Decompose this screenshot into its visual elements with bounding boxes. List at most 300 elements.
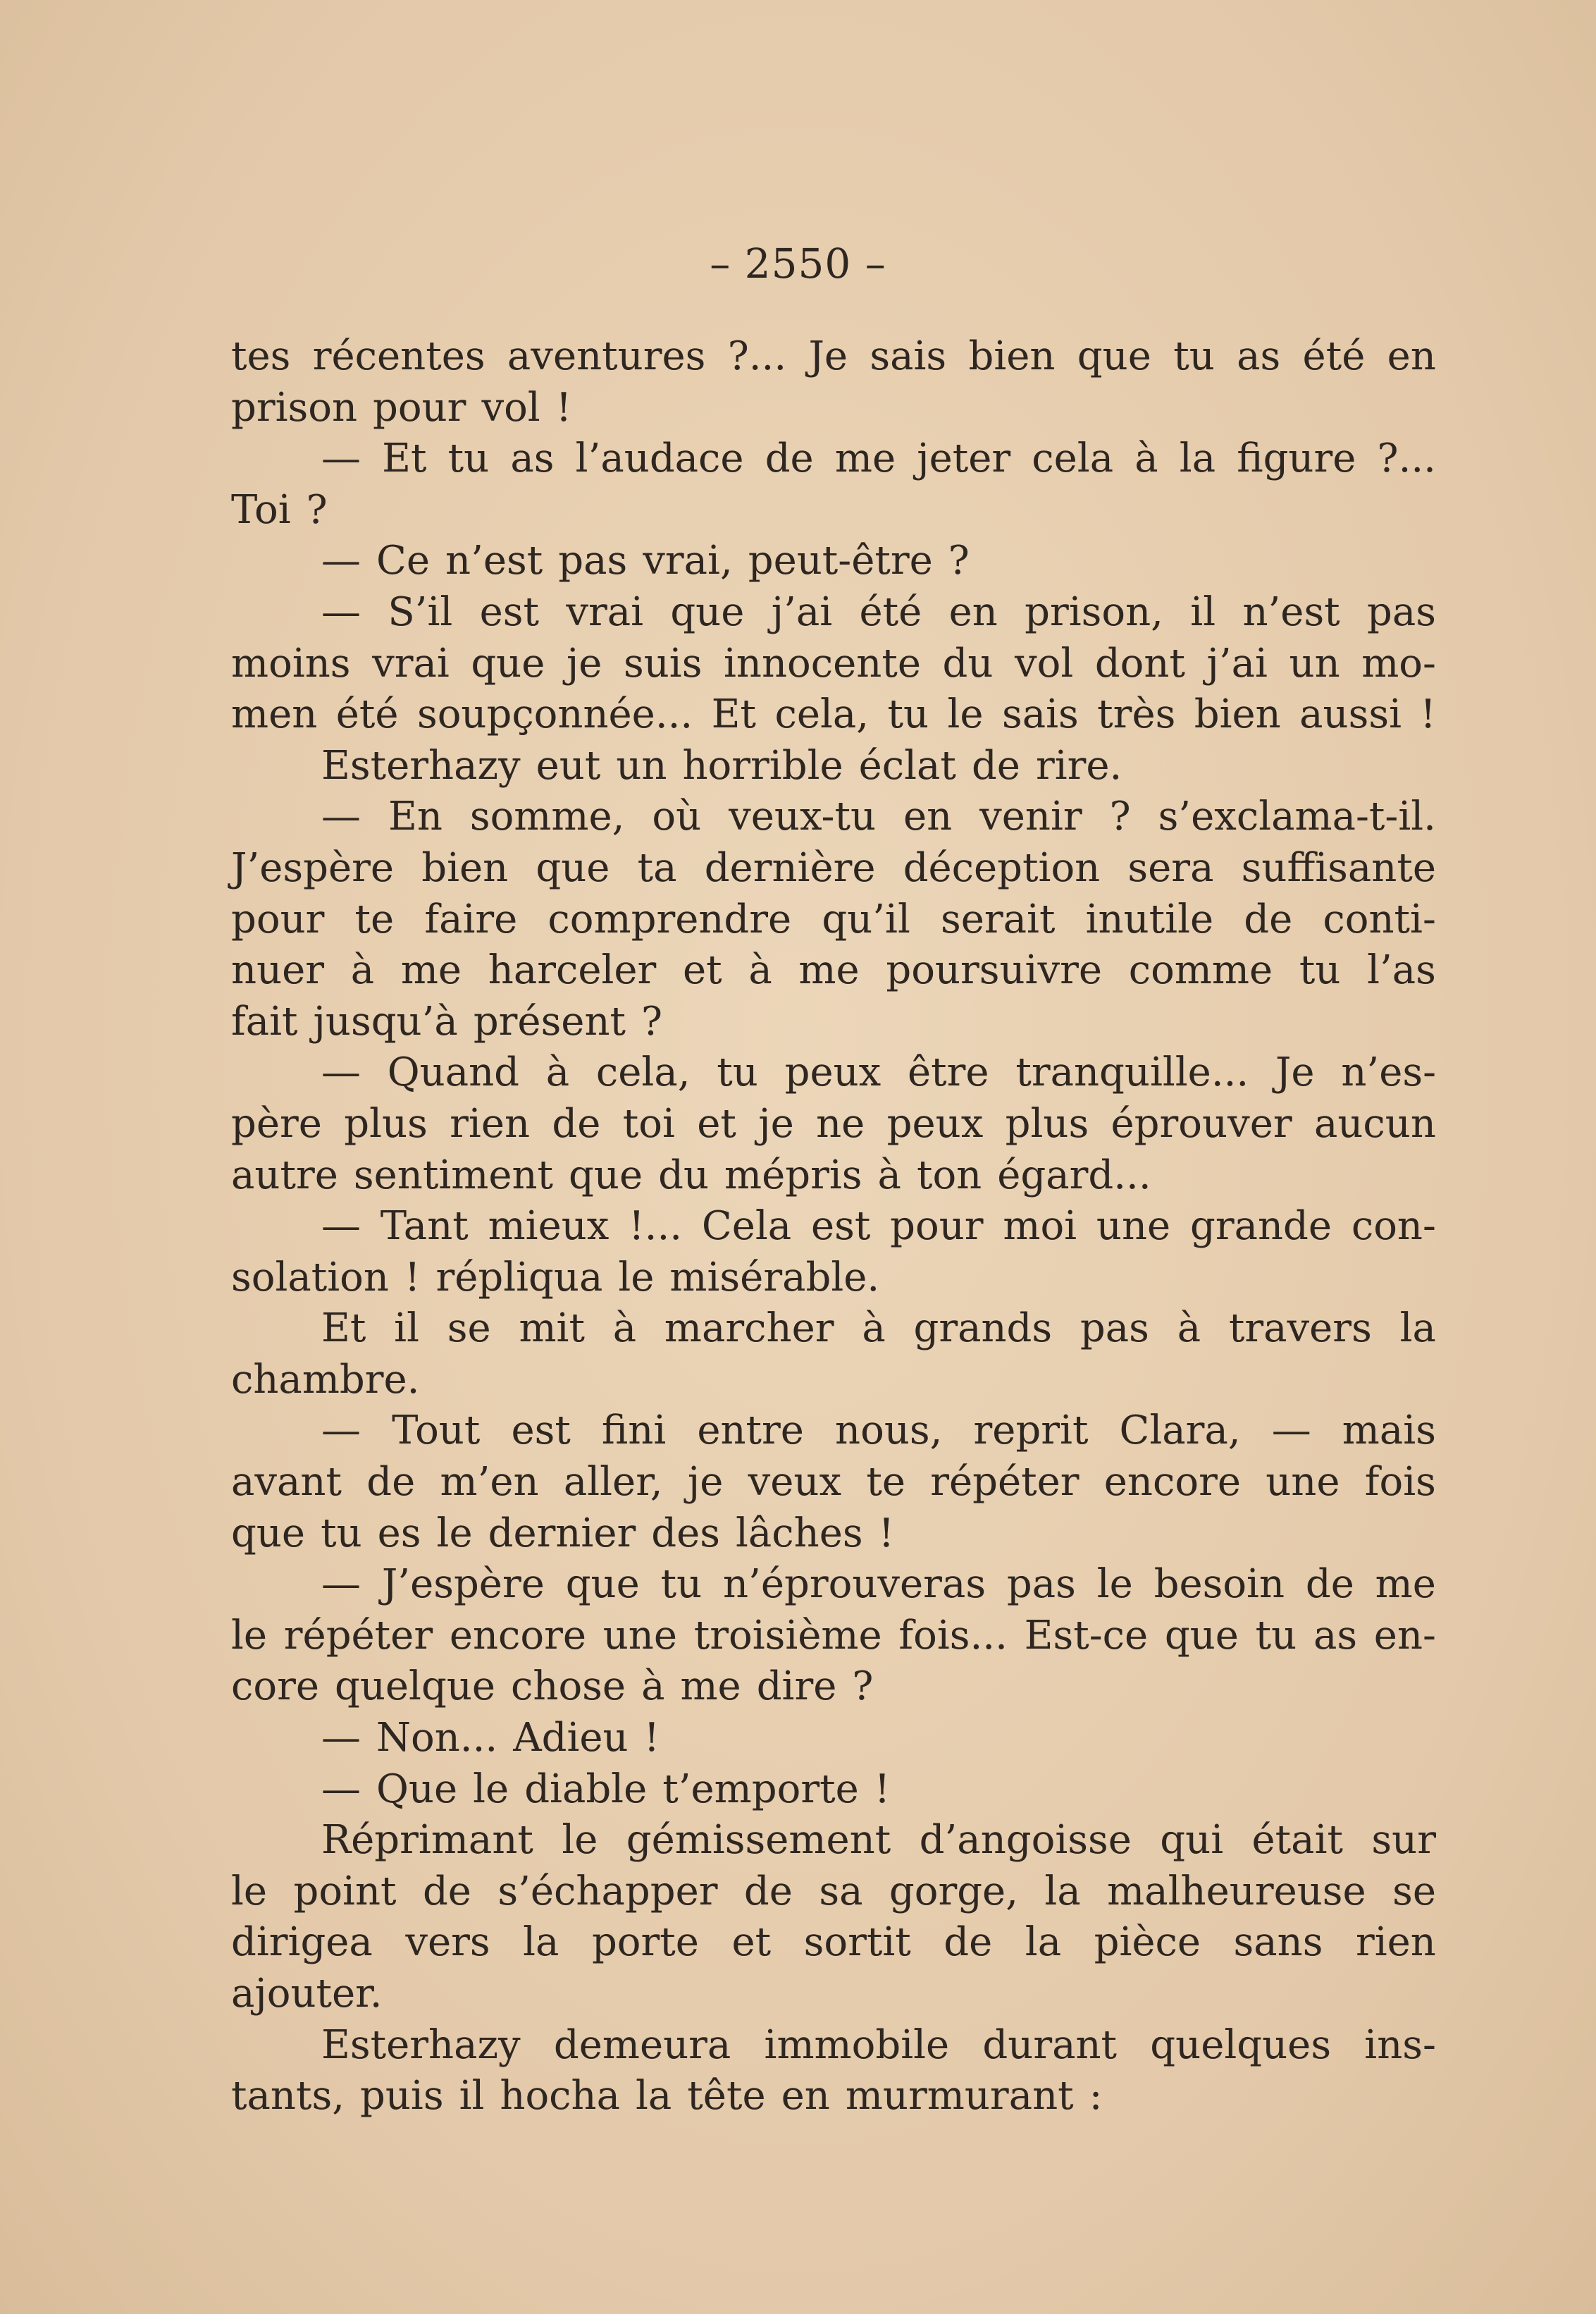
word: quelques: [1150, 2021, 1332, 2068]
word: tu: [660, 1561, 703, 1608]
word: été: [1302, 333, 1366, 379]
word: tête: [687, 2073, 766, 2119]
word: la: [1025, 1919, 1062, 1966]
word: être: [908, 1050, 989, 1096]
word: jusqu’à: [313, 998, 458, 1045]
word: qui: [1160, 1817, 1224, 1864]
word: à: [1134, 436, 1158, 482]
word: Ce: [376, 538, 430, 584]
text-line: [231, 1815, 1436, 1866]
word: jeter: [917, 436, 1011, 482]
word: le: [562, 1817, 598, 1864]
word: !: [404, 1254, 421, 1300]
word: as: [1313, 1612, 1358, 1658]
word: je: [687, 1459, 724, 1506]
word: ta: [637, 844, 677, 891]
word: je: [566, 640, 602, 687]
word: eut: [536, 742, 601, 789]
word: !: [1420, 691, 1436, 738]
word: ins-: [1364, 2021, 1436, 2068]
word: s’exclama-t-il.: [1158, 794, 1436, 840]
word: répéter: [283, 1612, 433, 1658]
word: Esterhazy: [321, 2021, 521, 2068]
word: poursuivre: [886, 947, 1103, 994]
word: à: [862, 1305, 886, 1352]
word: J’espère: [231, 844, 395, 891]
word: une: [1096, 1203, 1171, 1250]
word: te: [866, 1459, 905, 1506]
text-line: [231, 639, 1436, 690]
text-line: [231, 433, 1436, 485]
word: ?: [306, 486, 328, 533]
word: Esterhazy: [321, 742, 521, 789]
word: me: [400, 947, 462, 994]
word: en: [781, 2073, 830, 2119]
word: Clara,: [1119, 1408, 1241, 1454]
word: —: [321, 436, 361, 482]
word: la: [1044, 1868, 1081, 1914]
word: sais: [1001, 691, 1079, 738]
word: en: [948, 589, 998, 635]
text-line: [231, 1611, 1436, 1662]
text-line: [231, 485, 1436, 536]
word: aventures: [507, 333, 706, 379]
word: répliqua: [435, 1254, 603, 1300]
word: porte: [591, 1919, 699, 1966]
word: ?...: [727, 333, 787, 379]
word: tu: [1299, 947, 1341, 994]
word: vol: [481, 384, 540, 431]
word: égard...: [997, 1152, 1151, 1198]
word: me: [1375, 1561, 1436, 1608]
text-line: [231, 383, 1436, 434]
word: le: [473, 1766, 509, 1812]
text-line: [231, 1764, 1436, 1816]
word: s’échapper: [497, 1868, 718, 1914]
word: du: [658, 1152, 710, 1198]
text-line: [231, 1866, 1436, 1918]
word: tants,: [231, 2073, 345, 2119]
word: et: [682, 947, 722, 994]
word: harceler: [488, 947, 657, 994]
word: demeura: [553, 2021, 731, 2068]
word: aucun: [1313, 1100, 1436, 1147]
word: as: [510, 436, 555, 482]
word: à: [545, 1050, 570, 1096]
text-line: [231, 587, 1436, 639]
word: con-: [1351, 1203, 1436, 1250]
word: je: [758, 1100, 794, 1147]
word: bien: [421, 844, 509, 891]
word: en: [903, 794, 953, 840]
word: où: [652, 794, 702, 840]
word: qu’il: [822, 896, 910, 942]
word: que: [565, 1561, 640, 1608]
word: n’est: [1242, 589, 1340, 635]
word: cela,: [595, 1050, 691, 1096]
word: puis: [360, 2073, 444, 2119]
word: bien: [1194, 691, 1281, 738]
text-line: [231, 741, 1436, 792]
word: solation: [231, 1254, 389, 1300]
word: inutile: [1085, 896, 1214, 942]
word: murmurant: [845, 2073, 1074, 2119]
word: en-: [1373, 1612, 1436, 1658]
word: tu: [887, 691, 929, 738]
word: encore: [449, 1612, 587, 1658]
word: Je: [1275, 1050, 1315, 1096]
word: grands: [913, 1305, 1053, 1352]
word: —: [321, 589, 361, 635]
word: dire: [756, 1663, 837, 1710]
word: —: [321, 1050, 361, 1096]
word: le: [947, 691, 984, 738]
word: que: [1077, 333, 1151, 379]
word: pas: [1367, 589, 1436, 635]
word: récentes: [312, 333, 485, 379]
word: se: [447, 1305, 491, 1352]
word: En: [388, 794, 443, 840]
word: pas: [558, 538, 628, 584]
word: mieux: [488, 1203, 610, 1250]
word: de: [1244, 896, 1293, 942]
text-line: [231, 331, 1436, 383]
word: dernière: [704, 844, 876, 891]
word: somme,: [469, 794, 625, 840]
word: pour: [231, 896, 325, 942]
word: misérable.: [669, 1254, 880, 1300]
text-line: [231, 1253, 1436, 1304]
word: veux: [748, 1459, 842, 1506]
word: prison,: [1025, 589, 1163, 635]
word: !: [874, 1766, 891, 1812]
word: de: [971, 742, 1020, 789]
word: :: [1089, 2073, 1103, 2119]
word: la: [636, 2073, 672, 2119]
page-number: – 2550 –: [710, 240, 886, 288]
word: te: [354, 896, 395, 942]
word: gémissement: [626, 1817, 891, 1864]
word: j’ai: [771, 589, 833, 635]
word: sur: [1371, 1817, 1436, 1864]
text-line: [231, 997, 1436, 1048]
word: de: [743, 1868, 793, 1914]
word: était: [1251, 1817, 1343, 1864]
word: pour: [373, 384, 466, 431]
text-line: [231, 1713, 1436, 1764]
word: Et: [711, 691, 757, 738]
word: !: [878, 1510, 895, 1556]
word: tes: [231, 333, 291, 379]
word: —: [321, 1561, 361, 1608]
word: tranquille...: [1015, 1050, 1249, 1096]
word: t’emporte: [662, 1766, 859, 1812]
word: le: [1096, 1561, 1133, 1608]
word: un: [616, 742, 667, 789]
word: —: [321, 1408, 361, 1454]
word: marcher: [664, 1305, 834, 1352]
word: à: [612, 1305, 637, 1352]
word: innocente: [724, 640, 921, 687]
word: mais: [1342, 1408, 1436, 1454]
word: une: [602, 1612, 678, 1658]
word: Toi: [231, 486, 291, 533]
word: est: [810, 1203, 871, 1250]
word: rien: [1355, 1919, 1436, 1966]
word: vrai: [372, 640, 450, 687]
word: plus: [344, 1100, 428, 1147]
text-line: [231, 1559, 1436, 1611]
word: reprit: [973, 1408, 1089, 1454]
text-line: [231, 1150, 1436, 1202]
word: fini: [601, 1408, 667, 1454]
word: pièce: [1094, 1919, 1201, 1966]
text-line: [231, 894, 1436, 946]
word: et: [697, 1100, 736, 1147]
text-line: [231, 689, 1436, 741]
word: vrai,: [643, 538, 733, 584]
word: répéter: [930, 1459, 1080, 1506]
word: dirigea: [231, 1919, 373, 1966]
word: il: [459, 2073, 485, 2119]
word: est: [511, 1408, 571, 1454]
word: mo-: [1361, 640, 1436, 687]
word: m’en: [440, 1459, 539, 1506]
word: que: [1164, 1612, 1239, 1658]
word: à: [877, 1152, 901, 1198]
word: déception: [903, 844, 1101, 891]
word: chose: [511, 1663, 626, 1710]
word: Et: [321, 1305, 366, 1352]
word: malheureuse: [1107, 1868, 1366, 1914]
word: fois...: [898, 1612, 1008, 1658]
word: faire: [424, 896, 518, 942]
word: dont: [1094, 640, 1185, 687]
word: Est-ce: [1024, 1612, 1149, 1658]
text-line: [231, 1405, 1436, 1457]
word: le: [618, 1254, 655, 1300]
word: moins: [231, 640, 351, 687]
word: suis: [624, 640, 703, 687]
word: sa: [819, 1868, 863, 1914]
word: sais: [870, 333, 947, 379]
word: travers: [1228, 1305, 1372, 1352]
word: que: [536, 844, 610, 891]
word: !: [555, 384, 572, 431]
text-line: [231, 1969, 1436, 2020]
word: rire.: [1035, 742, 1122, 789]
word: —: [321, 1203, 361, 1250]
word: veux-tu: [729, 794, 877, 840]
word: Tout: [392, 1408, 481, 1454]
text-line: [231, 1047, 1436, 1099]
word: comprendre: [548, 896, 792, 942]
word: diable: [524, 1766, 648, 1812]
word: hocha: [500, 2073, 620, 2119]
word: durant: [982, 2021, 1118, 2068]
text-line: [231, 2071, 1436, 2122]
body-text: [231, 331, 1436, 2122]
word: à: [1177, 1305, 1201, 1352]
word: suffisante: [1241, 844, 1436, 891]
word: me: [834, 436, 896, 482]
word: bien: [968, 333, 1056, 379]
word: tu: [321, 1510, 362, 1556]
text-line: [231, 1457, 1436, 1508]
text-line: [231, 1201, 1436, 1253]
word: aller,: [563, 1459, 663, 1506]
word: figure: [1237, 436, 1356, 482]
word: dernier: [488, 1510, 636, 1556]
word: tu: [447, 436, 490, 482]
word: vrai: [566, 589, 644, 635]
word: sans: [1233, 1919, 1323, 1966]
word: —: [321, 1766, 361, 1812]
word: plus: [1005, 1100, 1089, 1147]
word: la: [1399, 1305, 1436, 1352]
word: l’as: [1367, 947, 1436, 994]
word: un: [1289, 640, 1340, 687]
word: que: [569, 1152, 643, 1198]
word: peut-être: [748, 538, 933, 584]
word: —: [321, 538, 361, 584]
word: aussi: [1299, 691, 1402, 738]
word: mépris: [724, 1152, 862, 1198]
word: me: [798, 947, 860, 994]
word: éclat: [858, 742, 956, 789]
word: des: [651, 1510, 720, 1556]
text-line: [231, 843, 1436, 894]
text-line: [231, 1303, 1436, 1355]
word: men: [231, 691, 318, 738]
word: que: [231, 1510, 306, 1556]
word: grande: [1189, 1203, 1332, 1250]
word: la: [1179, 436, 1216, 482]
word: comme: [1128, 947, 1273, 994]
word: quelque: [335, 1663, 496, 1710]
word: été: [859, 589, 922, 635]
word: avant: [231, 1459, 342, 1506]
word: nous,: [835, 1408, 943, 1454]
word: ?: [948, 538, 970, 584]
word: ne: [816, 1100, 865, 1147]
word: Et: [382, 436, 427, 482]
word: nuer: [231, 947, 325, 994]
word: de: [422, 1868, 471, 1914]
word: moi: [1003, 1203, 1077, 1250]
word: fait: [231, 998, 298, 1045]
word: point: [293, 1868, 397, 1914]
word: Je: [808, 333, 848, 379]
word: J’espère: [381, 1561, 545, 1608]
word: !...: [629, 1203, 683, 1250]
word: pas: [1006, 1561, 1076, 1608]
word: toi: [622, 1100, 675, 1147]
word: Non...: [376, 1715, 498, 1761]
word: une: [1266, 1459, 1340, 1506]
word: peux: [886, 1100, 984, 1147]
word: père: [231, 1100, 322, 1147]
text-line: [231, 792, 1436, 843]
word: Tant: [380, 1203, 469, 1250]
word: de: [765, 436, 814, 482]
word: prison: [231, 384, 358, 431]
word: pour: [890, 1203, 984, 1250]
word: le: [231, 1612, 268, 1658]
word: encore: [1103, 1459, 1241, 1506]
word: sentiment: [353, 1152, 554, 1198]
word: —: [1271, 1408, 1311, 1454]
word: j’ai: [1206, 640, 1268, 687]
word: le: [231, 1868, 268, 1914]
text-line: [231, 1355, 1436, 1406]
word: tu: [1255, 1612, 1297, 1658]
word: tu: [1173, 333, 1215, 379]
word: gorge,: [889, 1868, 1018, 1914]
text-line: [231, 536, 1436, 587]
word: mit: [519, 1305, 585, 1352]
word: se: [1392, 1868, 1436, 1914]
word: est: [479, 589, 539, 635]
word: me: [680, 1663, 741, 1710]
word: ?...: [1377, 436, 1436, 482]
word: cela: [1032, 436, 1114, 482]
word: entre: [697, 1408, 804, 1454]
word: ?: [641, 998, 663, 1045]
word: immobile: [764, 2021, 950, 2068]
word: vers: [405, 1919, 490, 1966]
word: core: [231, 1663, 319, 1710]
word: fois: [1364, 1459, 1436, 1506]
word: il: [1190, 589, 1216, 635]
word: !: [643, 1715, 660, 1761]
word: de: [366, 1459, 416, 1506]
word: besoin: [1153, 1561, 1285, 1608]
word: conti-: [1323, 896, 1436, 942]
word: es: [377, 1510, 421, 1556]
word: d’angoisse: [919, 1817, 1132, 1864]
word: ton: [916, 1152, 982, 1198]
word: le: [436, 1510, 473, 1556]
word: et: [731, 1919, 772, 1966]
word: ajouter.: [231, 1971, 383, 2017]
word: que: [471, 640, 545, 687]
word: n’es-: [1341, 1050, 1436, 1096]
word: à: [748, 947, 772, 994]
word: cela,: [774, 691, 870, 738]
word: Réprimant: [321, 1817, 533, 1864]
word: horrible: [682, 742, 843, 789]
word: sortit: [803, 1919, 911, 1966]
word: troisième: [693, 1612, 882, 1658]
word: éprouver: [1111, 1100, 1292, 1147]
word: pas: [1080, 1305, 1149, 1352]
word: en: [1387, 333, 1436, 379]
word: vol: [1015, 640, 1074, 687]
text-line: [231, 1661, 1436, 1713]
word: n’est: [445, 538, 543, 584]
word: Quand: [387, 1050, 520, 1096]
text-line: [231, 2020, 1436, 2072]
word: —: [321, 1715, 361, 1761]
word: —: [321, 794, 361, 840]
word: que: [670, 589, 745, 635]
word: as: [1237, 333, 1281, 379]
word: à: [350, 947, 375, 994]
word: n’éprouveras: [722, 1561, 986, 1608]
word: ?: [852, 1663, 874, 1710]
word: très: [1097, 691, 1176, 738]
